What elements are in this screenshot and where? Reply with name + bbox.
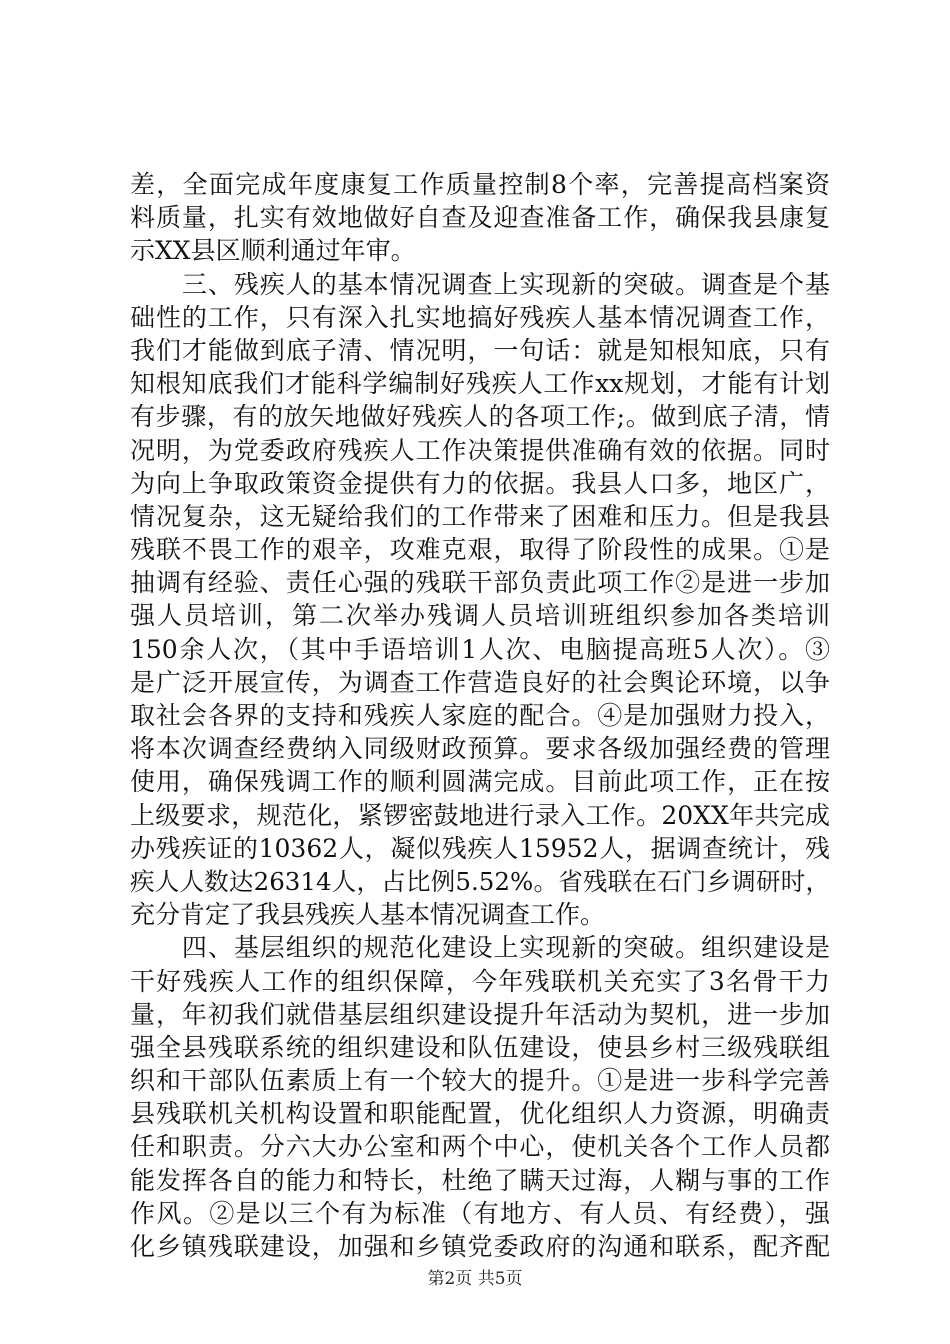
text-line: 三、残疾人的基本情况调查上实现新的突破。调查是个基 bbox=[130, 269, 830, 299]
text-line: 干好残疾人工作的组织保障，今年残联机关充实了3名骨干力 bbox=[130, 966, 830, 996]
text-line: 办残疾证的10362人，凝似残疾人15952人，据调查统计，残 bbox=[130, 833, 830, 863]
page-footer: 第2页 共5页 bbox=[427, 1269, 523, 1289]
text-line: 充分肯定了我县残疾人基本情况调查工作。 bbox=[130, 900, 606, 930]
text-line: 示XX县区顺利通过年审。 bbox=[130, 236, 416, 266]
text-line: 知根知底我们才能科学编制好残疾人工作xx规划，才能有计划 bbox=[130, 369, 830, 399]
text-line: 料质量，扎实有效地做好自查及迎查准备工作，确保我县康复 bbox=[130, 203, 830, 233]
text-line: 残联不畏工作的艰辛，攻难克艰，取得了阶段性的成果。①是 bbox=[130, 535, 830, 565]
text-line: 是广泛开展宣传，为调查工作营造良好的社会舆论环境，以争 bbox=[130, 667, 830, 697]
text-line: 为向上争取政策资金提供有力的依据。我县人口多，地区广， bbox=[130, 468, 830, 498]
text-line: 础性的工作，只有深入扎实地搞好残疾人基本情况调查工作， bbox=[130, 302, 830, 332]
text-line: 量，年初我们就借基层组织建设提升年活动为契机，进一步加 bbox=[130, 999, 830, 1029]
text-line: 能发挥各自的能力和特长，杜绝了瞒天过海，人糊与事的工作 bbox=[130, 1165, 830, 1195]
text-line: 抽调有经验、责任心强的残联干部负责此项工作②是进一步加 bbox=[130, 568, 830, 598]
text-line: 强全县残联系统的组织建设和队伍建设，使县乡村三级残联组 bbox=[130, 1032, 830, 1062]
text-line: 任和职责。分六大办公室和两个中心，使机关各个工作人员都 bbox=[130, 1132, 830, 1162]
text-line: 疾人人数达26314人，占比例5.52%。省残联在石门乡调研时， bbox=[130, 866, 830, 896]
text-line: 使用，确保残调工作的顺利圆满完成。目前此项工作，正在按 bbox=[130, 767, 830, 797]
text-line: 县残联机关机构设置和职能配置，优化组织人力资源，明确责 bbox=[130, 1099, 830, 1129]
text-line: 我们才能做到底子清、情况明，一句话：就是知根知底，只有 bbox=[130, 335, 830, 365]
text-line: 情况复杂，这无疑给我们的工作带来了困难和压力。但是我县 bbox=[130, 501, 830, 531]
text-line: 有步骤，有的放矢地做好残疾人的各项工作;。做到底子清，情 bbox=[130, 402, 830, 432]
body-text bbox=[130, 168, 830, 1263]
text-line: 取社会各界的支持和残疾人家庭的配合。④是加强财力投入， bbox=[130, 701, 830, 730]
text-line: 150余人次，（其中手语培训1人次、电脑提高班5人次）。③ bbox=[130, 634, 830, 664]
text-line: 四、基层组织的规范化建设上实现新的突破。组织建设是 bbox=[130, 933, 830, 963]
text-line: 差，全面完成年度康复工作质量控制8个率，完善提高档案资 bbox=[130, 170, 830, 199]
text-line: 织和干部队伍素质上有一个较大的提升。①是进一步科学完善 bbox=[130, 1066, 830, 1096]
text-line: 将本次调查经费纳入同级财政预算。要求各级加强经费的管理 bbox=[130, 734, 830, 764]
text-line: 况明，为党委政府残疾人工作决策提供准确有效的依据。同时 bbox=[130, 435, 830, 465]
text-line: 作风。②是以三个有为标准（有地方、有人员、有经费），强 bbox=[130, 1198, 830, 1228]
text-line: 化乡镇残联建设，加强和乡镇党委政府的沟通和联系，配齐配 bbox=[130, 1232, 830, 1261]
text-line: 上级要求，规范化，紧锣密鼓地进行录入工作。20XX年共完成 bbox=[130, 800, 830, 830]
text-line: 强人员培训，第二次举办残调人员培训班组织参加各类培训 bbox=[130, 601, 830, 631]
